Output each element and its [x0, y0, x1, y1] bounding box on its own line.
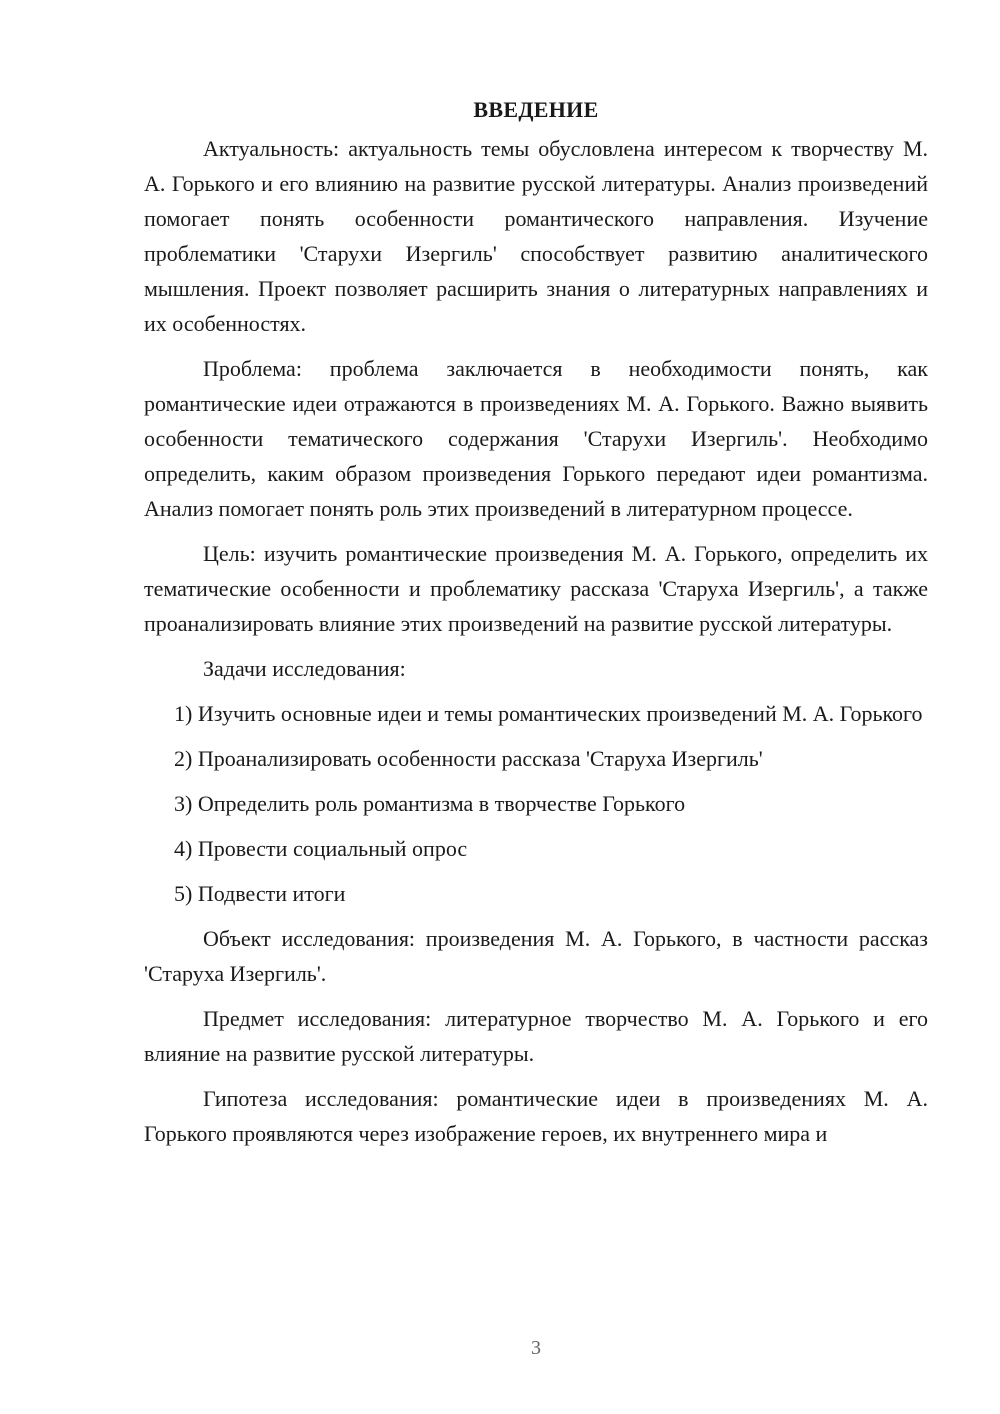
tasks-heading: Задачи исследования: [203, 656, 406, 681]
paragraph-object: Объект исследования: произведения М. А. Горького, в частности рассказ 'Старуха Изергиль'. [144, 926, 928, 986]
paragraph-problem: Проблема: проблема заключается в необходимости понять, как романтические идеи отражаются в произведениях М. А. Горького. Важно выявить особенности тематического содержания 'Старухи Изергиль'. Необходимо определить, каким образом произведения Горького передают идеи романтизма. Анализ помогает понять роль этих произведений в литературном процессе. [144, 356, 928, 521]
task-item-5: 5) Подвести итоги [174, 881, 346, 906]
task-item-4: 4) Провести социальный опрос [174, 836, 468, 861]
tasks-list [144, 696, 928, 911]
paragraph-relevance: Актуальность: актуальность темы обусловлена интересом к творчеству М. А. Горького и его влиянию на развитие русской литературы. Анализ произведений помогает понять особенности романтического направления. Изучение проблематики 'Старухи Изергиль' способствует развитию аналитического мышления. Проект позволяет расширить знания о литературных направлениях и их особенностях. [144, 136, 928, 336]
document-page [144, 95, 928, 1161]
task-item-2: 2) Проанализировать особенности рассказа 'Старуха Изергиль' [174, 746, 763, 771]
paragraph-subject: Предмет исследования: литературное творчество М. А. Горького и его влияние на развитие русской литературы. [144, 1006, 928, 1066]
paragraph-hypothesis: Гипотеза исследования: романтические идеи в произведениях М. А. Горького проявляются через изображение героев, их внутреннего мира и [144, 1086, 928, 1146]
paragraph-goal: Цель: изучить романтические произведения М. А. Горького, определить их тематические особенности и проблематику рассказа 'Старуха Изергиль', а также проанализировать влияние этих произведений на развитие русской литературы. [144, 541, 928, 636]
task-item-3: 3) Определить роль романтизма в творчестве Горького [174, 791, 686, 816]
page-number: 3 [531, 1337, 541, 1359]
page-title: ВВЕДЕНИЕ [473, 97, 599, 122]
task-item-1: 1) Изучить основные идеи и темы романтических произведений М. А. Горького [174, 701, 923, 726]
